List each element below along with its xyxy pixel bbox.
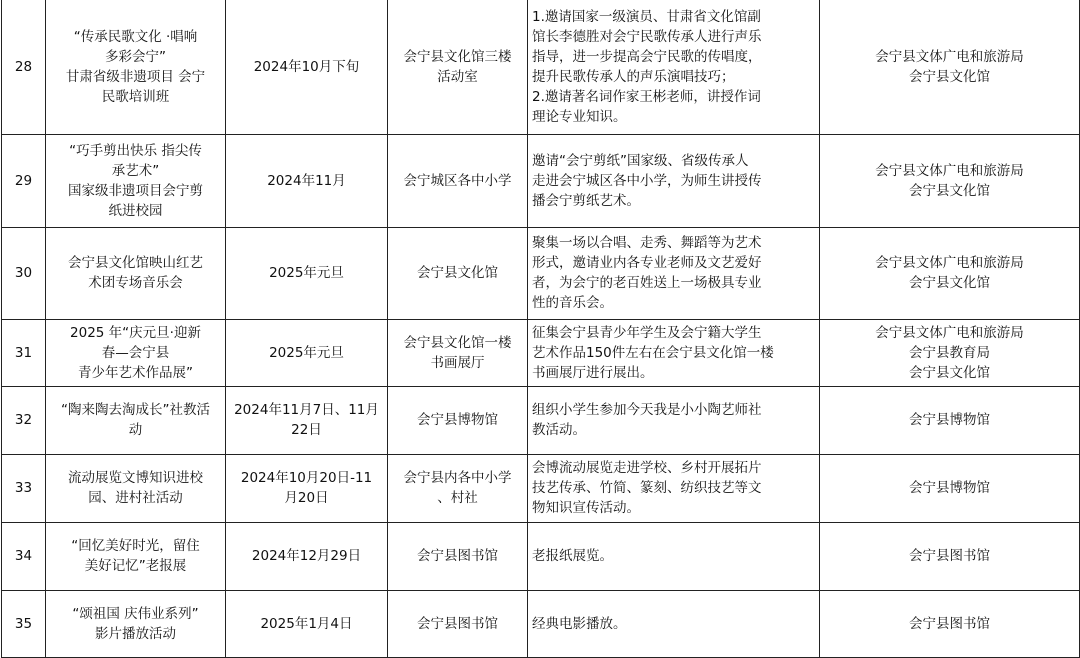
- activity-time: 2024年10月下旬: [226, 0, 388, 134]
- table-row: [2, 134, 1080, 227]
- activity-description: 经典电影播放。: [528, 590, 820, 657]
- activity-description: 组织小学生参加今天我是小小陶艺师社 教活动。: [528, 386, 820, 454]
- activity-description: 邀请“会宁剪纸”国家级、省级传承人 走进会宁城区各中小学，为师生讲授传 播会宁剪纸艺术。: [528, 134, 820, 227]
- activity-description: 会博流动展览走进学校、乡村开展拓片 技艺传承、竹简、篆刻、纺织技艺等文 物知识宣传活动。: [528, 454, 820, 522]
- organizer: 会宁县文体广电和旅游局 会宁县教育局 会宁县文化馆: [820, 319, 1080, 386]
- row-number: 32: [2, 386, 46, 454]
- activity-place: 会宁县文化馆三楼 活动室: [388, 0, 528, 134]
- activity-place: 会宁县图书馆: [388, 590, 528, 657]
- activity-name: “回忆美好时光，留住 美好记忆”老报展: [46, 522, 226, 590]
- activity-place: 会宁县博物馆: [388, 386, 528, 454]
- table-row: [2, 454, 1080, 522]
- activity-time: 2025年1月4日: [226, 590, 388, 657]
- row-number: 31: [2, 319, 46, 386]
- activity-time: 2024年10月20日-11 月20日: [226, 454, 388, 522]
- activity-place: 会宁县图书馆: [388, 522, 528, 590]
- activity-name: 流动展览文博知识进校 园、进村社活动: [46, 454, 226, 522]
- organizer: 会宁县文体广电和旅游局 会宁县文化馆: [820, 134, 1080, 227]
- activity-place: 会宁城区各中小学: [388, 134, 528, 227]
- activity-name: 会宁县文化馆映山红艺 术团专场音乐会: [46, 227, 226, 319]
- table-row: [2, 386, 1080, 454]
- table-row: [2, 590, 1080, 657]
- activity-description: 老报纸展览。: [528, 522, 820, 590]
- table-row: [2, 227, 1080, 319]
- organizer: 会宁县图书馆: [820, 522, 1080, 590]
- organizer: 会宁县博物馆: [820, 386, 1080, 454]
- organizer: 会宁县图书馆: [820, 590, 1080, 657]
- activity-table: [1, 0, 1080, 658]
- row-number: 35: [2, 590, 46, 657]
- activity-name: “颂祖国 庆伟业系列” 影片播放活动: [46, 590, 226, 657]
- row-number: 30: [2, 227, 46, 319]
- activity-name: 2025 年“庆元旦·迎新 春—会宁县 青少年艺术作品展”: [46, 319, 226, 386]
- organizer: 会宁县文体广电和旅游局 会宁县文化馆: [820, 0, 1080, 134]
- activity-place: 会宁县文化馆一楼 书画展厅: [388, 319, 528, 386]
- activity-name: “巧手剪出快乐 指尖传 承艺术” 国家级非遗项目会宁剪 纸进校园: [46, 134, 226, 227]
- row-number: 33: [2, 454, 46, 522]
- organizer: 会宁县博物馆: [820, 454, 1080, 522]
- table-body: [2, 0, 1080, 657]
- activity-description: 征集会宁县青少年学生及会宁籍大学生 艺术作品150件左右在会宁县文化馆一楼 书画展厅进行展出。: [528, 319, 820, 386]
- activity-name: “陶来陶去淘成长”社教活 动: [46, 386, 226, 454]
- organizer: 会宁县文体广电和旅游局 会宁县文化馆: [820, 227, 1080, 319]
- activity-time: 2025年元旦: [226, 227, 388, 319]
- table-row: [2, 0, 1080, 134]
- row-number: 29: [2, 134, 46, 227]
- table-row: [2, 522, 1080, 590]
- table-row: [2, 319, 1080, 386]
- activity-description: 1.邀请国家一级演员、甘肃省文化馆副 馆长李德胜对会宁民歌传承人进行声乐 指导，进一步提高会宁民歌的传唱度， 提升民歌传承人的声乐演唱技巧； 2.邀请著名词作家王彬老师，讲授作词 理论专业知识。: [528, 0, 820, 134]
- row-number: 28: [2, 0, 46, 134]
- activity-time: 2025年元旦: [226, 319, 388, 386]
- activity-time: 2024年12月29日: [226, 522, 388, 590]
- activity-place: 会宁县文化馆: [388, 227, 528, 319]
- activity-place: 会宁县内各中小学 、村社: [388, 454, 528, 522]
- activity-description: 聚集一场以合唱、走秀、舞蹈等为艺术 形式，邀请业内各专业老师及文艺爱好 者，为会宁的老百姓送上一场极具专业 性的音乐会。: [528, 227, 820, 319]
- activity-name: “传承民歌文化 ·唱响 多彩会宁” 甘肃省级非遗项目 会宁 民歌培训班: [46, 0, 226, 134]
- activity-time: 2024年11月7日、11月 22日: [226, 386, 388, 454]
- activity-time: 2024年11月: [226, 134, 388, 227]
- row-number: 34: [2, 522, 46, 590]
